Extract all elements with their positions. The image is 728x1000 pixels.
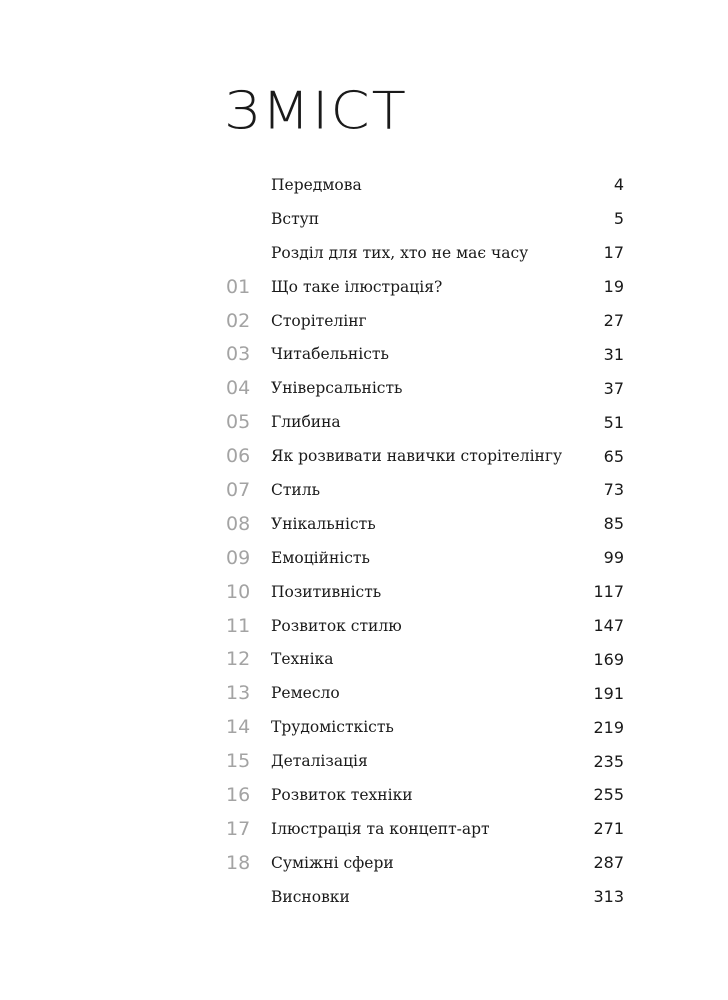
toc-entry[interactable] [226, 575, 624, 609]
chapter-number: 17 [226, 817, 251, 840]
chapter-title: Передмова [271, 175, 362, 194]
toc-entry[interactable] [226, 812, 624, 846]
chapter-number: 14 [226, 716, 251, 739]
page-number: 5 [613, 209, 624, 229]
page-number: 17 [603, 243, 624, 263]
table-of-contents [226, 168, 624, 914]
toc-entry[interactable] [226, 304, 624, 338]
toc-entry[interactable] [226, 846, 624, 880]
page-number: 19 [603, 277, 624, 297]
toc-entry[interactable] [226, 473, 624, 507]
toc-entry[interactable] [226, 168, 624, 202]
toc-entry[interactable] [226, 642, 624, 676]
chapter-number: 15 [226, 750, 251, 773]
chapter-title: Позитивність [271, 582, 382, 601]
chapter-title: Глибина [271, 413, 341, 432]
chapter-title: Розвиток техніки [271, 785, 413, 804]
chapter-number: 05 [226, 411, 251, 434]
chapter-title: Універсальність [271, 379, 403, 398]
toc-entry[interactable] [226, 270, 624, 304]
chapter-title: Ремесло [271, 684, 340, 703]
chapter-title: Стиль [271, 480, 321, 499]
chapter-number: 16 [226, 783, 251, 806]
toc-entry[interactable] [226, 880, 624, 914]
chapter-number: 01 [226, 275, 251, 298]
page-number: 27 [603, 311, 624, 330]
page-number: 85 [603, 514, 624, 534]
chapter-number: 12 [226, 648, 251, 671]
page-number: 287 [593, 853, 624, 873]
toc-entry[interactable] [226, 609, 624, 643]
toc-entry[interactable] [226, 676, 624, 710]
page-number: 219 [593, 717, 624, 737]
page-number: 147 [593, 616, 624, 636]
toc-entry[interactable] [226, 337, 624, 371]
page-number: 117 [593, 582, 624, 602]
chapter-title: Розвиток стилю [271, 616, 402, 635]
chapter-title: Вступ [271, 209, 320, 228]
chapter-number: 11 [226, 614, 251, 637]
toc-entry[interactable] [226, 371, 624, 405]
chapter-number: 18 [226, 851, 251, 874]
page-number: 271 [593, 819, 624, 839]
page-number: 169 [593, 649, 624, 669]
chapter-title: Техніка [271, 650, 334, 669]
toc-entry[interactable] [226, 507, 624, 541]
chapter-number: 06 [226, 445, 251, 468]
page-number: 31 [603, 344, 624, 364]
chapter-title: Ілюстрація та концепт-арт [271, 819, 490, 838]
toc-entry[interactable] [226, 710, 624, 744]
page-number: 255 [593, 785, 624, 805]
page-number: 99 [603, 548, 624, 568]
chapter-number: 04 [226, 377, 251, 400]
toc-entry[interactable] [226, 236, 624, 270]
chapter-title: Емоційність [271, 548, 370, 567]
toc-entry[interactable] [226, 778, 624, 812]
toc-entry[interactable] [226, 202, 624, 236]
page-title: ЗМІСТ [224, 81, 408, 142]
page-number: 235 [593, 751, 624, 771]
page-number: 65 [603, 446, 624, 466]
chapter-title: Деталізація [271, 752, 368, 771]
toc-entry[interactable] [226, 541, 624, 575]
chapter-number: 09 [226, 546, 251, 569]
chapter-number: 02 [226, 309, 251, 332]
chapter-number: 13 [226, 682, 251, 705]
chapter-number: 03 [226, 343, 251, 366]
chapter-title: Трудомісткість [271, 718, 394, 737]
toc-entry[interactable] [226, 405, 624, 439]
chapter-number: 08 [226, 512, 251, 535]
chapter-number: 07 [226, 478, 251, 501]
page-number: 51 [603, 412, 624, 432]
page-number: 37 [603, 378, 624, 398]
chapter-title: Висновки [271, 887, 350, 906]
chapter-title: Читабельність [271, 345, 389, 364]
page-number: 313 [593, 887, 624, 907]
page-number: 191 [593, 683, 624, 703]
chapter-title: Сторітелінг [271, 311, 367, 330]
page-number: 73 [603, 480, 624, 500]
chapter-title: Суміжні сфери [271, 853, 394, 872]
chapter-title: Розділ для тих, хто не має часу [271, 243, 529, 262]
chapter-title: Що таке ілюстрація? [271, 277, 443, 296]
toc-entry[interactable] [226, 439, 624, 473]
chapter-number: 10 [226, 580, 251, 603]
chapter-title: Як розвивати навички сторітелінгу [271, 447, 563, 466]
page-number: 4 [613, 175, 624, 195]
chapter-title: Унікальність [271, 514, 376, 533]
toc-entry[interactable] [226, 744, 624, 778]
